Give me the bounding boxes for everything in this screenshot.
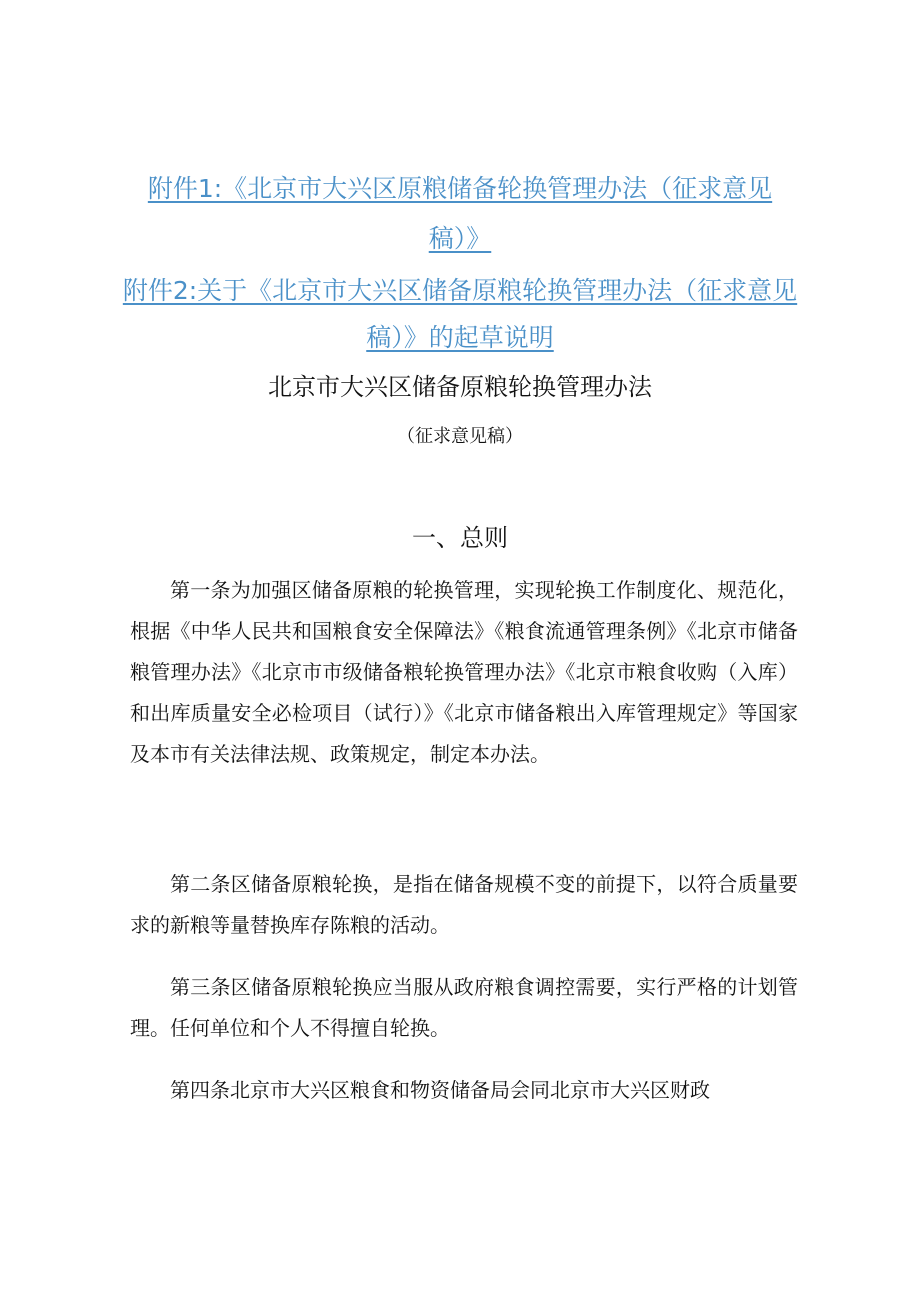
- article-3-paragraph: 第三条区储备原粮轮换应当服从政府粮食调控需要，实行严格的计划管理。任何单位和个人不得擅自轮换。: [130, 975, 798, 1040]
- document-title: 北京市大兴区储备原粮轮换管理办法: [268, 373, 652, 401]
- article-1-paragraph: 第一条为加强区储备原粮的轮换管理，实现轮换工作制度化、规范化，根据《中华人民共和国粮食安全保障法》《粮食流通管理条例》《北京市储备粮管理办法》《北京市市级储备粮轮换管理办法》《北京市粮食收购（入库）和出库质量安全必检项目（试行）》《北京市储备粮出入库管理规定》等国家及本市有关法律法规、政策规定，制定本办法。: [130, 578, 798, 766]
- attachment-2-link-line-1[interactable]: 附件2:关于《北京市大兴区储备原粮轮换管理办法（征求意见: [122, 276, 798, 305]
- article-2-paragraph: 第二条区储备原粮轮换，是指在储备规模不变的前提下，以符合质量要求的新粮等量替换库存陈粮的活动。: [130, 872, 798, 937]
- document-subtitle: （征求意见稿）: [397, 426, 523, 447]
- attachment-2-link-line-2[interactable]: 稿）》的起草说明: [366, 323, 554, 352]
- article-4-paragraph: 第四条北京市大兴区粮食和物资储备局会同北京市大兴区财政: [170, 1078, 710, 1102]
- attachment-1-link-line-2[interactable]: 稿）》: [428, 224, 492, 253]
- attachment-1-link-line-1[interactable]: 附件1:《北京市大兴区原粮储备轮换管理办法（征求意见: [147, 174, 773, 203]
- section-heading-general-provisions: 一、总则: [412, 524, 508, 552]
